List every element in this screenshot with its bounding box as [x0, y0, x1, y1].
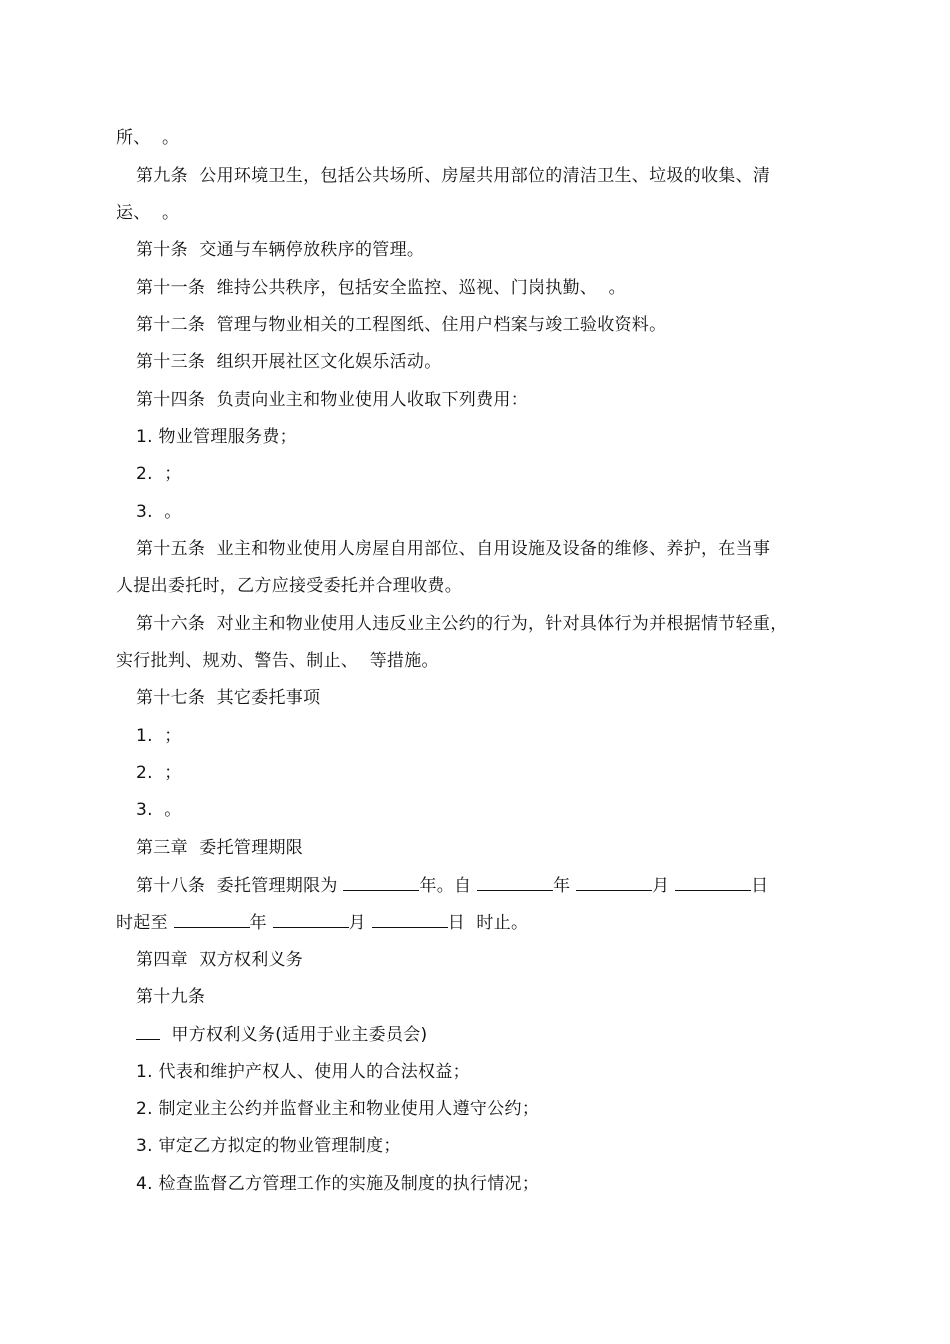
chapter-3-heading: 第三章 委托管理期限: [136, 838, 304, 858]
list-item: 2. 制定业主公约并监督业主和物业使用人遵守公约；: [136, 1099, 540, 1119]
article-9-line-2: 运、 。: [116, 203, 180, 223]
list-item: 1. 物业管理服务费；: [136, 427, 297, 447]
article-13: 第十三条 组织开展社区文化娱乐活动。: [136, 352, 442, 372]
article-18-line-2: [116, 910, 528, 935]
article-11: 第十一条 维持公共秩序，包括安全监控、巡视、门岗执勤、 。: [136, 278, 626, 298]
article-18-line2-suffix: 日 时止。: [447, 913, 529, 933]
blank-field[interactable]: [372, 910, 448, 928]
list-item: 2. ；: [136, 464, 182, 484]
article-18-line-1: [136, 873, 768, 898]
list-item: 3. 。: [136, 800, 182, 820]
year-label: 年: [553, 876, 571, 896]
day-label: 日: [751, 876, 769, 896]
chapter-4-heading: 第四章 双方权利义务: [136, 950, 304, 970]
list-item: 4. 检查监督乙方管理工作的实施及制度的执行情况；: [136, 1174, 540, 1194]
blank-field[interactable]: [576, 873, 652, 891]
list-item: 1. ；: [136, 726, 182, 746]
article-12: 第十二条 管理与物业相关的工程图纸、住用户档案与竣工验收资料。: [136, 315, 667, 335]
month-label: 月: [652, 876, 670, 896]
blank-field[interactable]: [477, 873, 553, 891]
article-16-line-1: 第十六条 对业主和物业使用人违反业主公约的行为，针对具体行为并根据情节轻重，: [136, 614, 788, 634]
list-item: 3. 。: [136, 502, 182, 522]
year-label: 年: [249, 913, 267, 933]
blank-field[interactable]: [343, 873, 419, 891]
article-10: 第十条 交通与车辆停放秩序的管理。: [136, 240, 425, 260]
list-item: 1. 代表和维护产权人、使用人的合法权益；: [136, 1062, 470, 1082]
article-14: 第十四条 负责向业主和物业使用人收取下列费用：: [136, 390, 529, 410]
article-18-prefix: 第十八条 委托管理期限为: [136, 876, 338, 896]
article-15-line-2: 人提出委托时，乙方应接受委托并合理收费。: [116, 576, 462, 596]
paragraph-line: 所、 。: [116, 128, 180, 148]
article-15-line-1: 第十五条 业主和物业使用人房屋自用部位、自用设施及设备的维修、养护，在当事: [136, 539, 771, 559]
blank-field[interactable]: [675, 873, 751, 891]
blank-field[interactable]: [273, 910, 349, 928]
party-a-heading: [136, 1022, 428, 1047]
article-9-line-1: 第九条 公用环境卫生，包括公共场所、房屋共用部位的清洁卫生、垃圾的收集、清: [136, 166, 771, 186]
article-16-line-2: 实行批判、规劝、警告、制止、 等措施。: [116, 651, 439, 671]
blank-field[interactable]: [174, 910, 250, 928]
month-label: 月: [348, 913, 366, 933]
party-a-title: 甲方权利义务(适用于业主委员会): [171, 1025, 428, 1045]
article-17: 第十七条 其它委托事项: [136, 688, 321, 708]
list-item: 2. ；: [136, 763, 182, 783]
article-19: 第十九条: [136, 987, 206, 1007]
article-18-line2-prefix: 时起至: [116, 913, 168, 933]
list-item: 3. 审定乙方拟定的物业管理制度；: [136, 1136, 401, 1156]
article-18-year-unit: 年。自: [419, 876, 472, 896]
blank-field[interactable]: [136, 1022, 160, 1040]
